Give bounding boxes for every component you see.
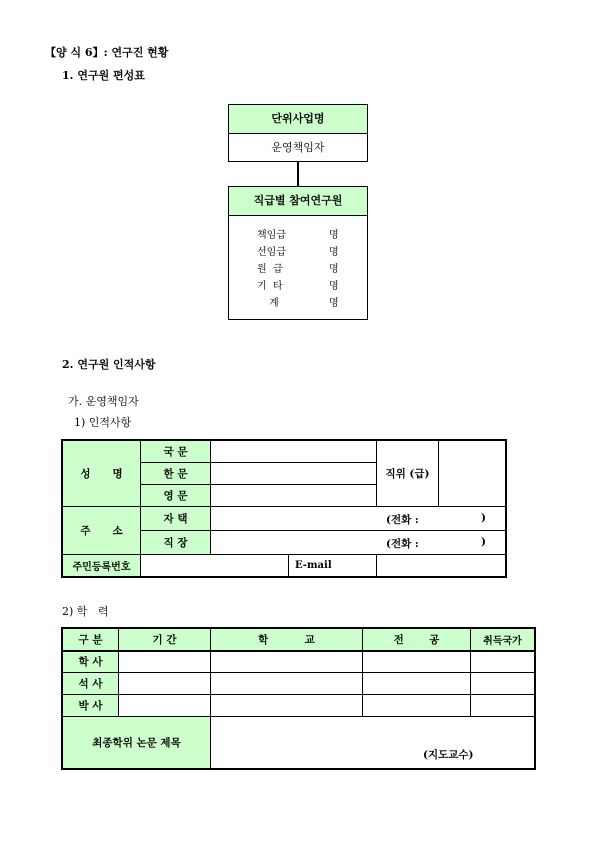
- rank-label: 선임급: [257, 247, 286, 258]
- name-kind-korean: 국 문: [141, 441, 211, 463]
- edu-row-bachelor: 학 사: [63, 651, 119, 673]
- rank-label: 계: [269, 298, 279, 309]
- advisor-label: (지도교수): [423, 749, 474, 761]
- edu-row-doctor: 박 사: [63, 695, 119, 717]
- work-address-field[interactable]: [211, 531, 506, 555]
- thesis-label: 최종학위 논문 제목: [63, 717, 211, 769]
- name-label: 성 명: [63, 441, 141, 507]
- id-number-label: 주민등록번호: [63, 555, 141, 577]
- staff-box: [228, 186, 368, 320]
- edu-cell[interactable]: [119, 651, 211, 673]
- section1-heading: 1. 연구원 편성표: [62, 69, 145, 82]
- sub-heading-a: 가. 운영책임자: [68, 395, 139, 408]
- home-phone-close: ): [481, 512, 486, 524]
- rank-unit: 명: [329, 230, 339, 241]
- edu-cell[interactable]: [119, 695, 211, 717]
- id-number-field[interactable]: [141, 555, 289, 577]
- name-kind-english: 영 문: [141, 485, 211, 507]
- edu-cell[interactable]: [471, 651, 535, 673]
- edu-cell[interactable]: [471, 673, 535, 695]
- rank-unit: 명: [329, 281, 339, 292]
- email-label: E-mail: [289, 555, 377, 577]
- edu-cell[interactable]: [211, 651, 363, 673]
- email-field[interactable]: [377, 555, 506, 577]
- edu-cell[interactable]: [119, 673, 211, 695]
- edu-header-country: 취득국가: [471, 629, 535, 651]
- home-phone-label: (전화 :: [386, 514, 419, 526]
- section2-heading: 2. 연구원 인적사항: [62, 358, 156, 371]
- edu-header-major: 전 공: [363, 629, 471, 651]
- position-label: 직위 (급): [377, 441, 439, 507]
- address-label: 주 소: [63, 507, 141, 555]
- name-hanja-field[interactable]: [211, 463, 377, 485]
- position-field[interactable]: [439, 441, 506, 507]
- unit-box-title: 단위사업명: [229, 105, 367, 134]
- edu-cell[interactable]: [211, 695, 363, 717]
- sub-heading-2: 2) 학 력: [62, 605, 109, 618]
- rank-unit: 명: [329, 298, 339, 309]
- name-kind-hanja: 한 문: [141, 463, 211, 485]
- edu-cell[interactable]: [363, 673, 471, 695]
- education-table: [62, 628, 535, 769]
- rank-unit: 명: [329, 264, 339, 275]
- unit-box-body: 운영책임자: [271, 141, 325, 154]
- name-korean-field[interactable]: [211, 441, 377, 463]
- name-english-field[interactable]: [211, 485, 377, 507]
- staff-box-title: 직급별 참여연구원: [229, 187, 367, 216]
- edu-header-period: 기 간: [119, 629, 211, 651]
- address-kind-work: 직 장: [141, 531, 211, 555]
- rank-label: 책임급: [257, 230, 286, 241]
- edu-row-master: 석 사: [63, 673, 119, 695]
- thesis-field[interactable]: [211, 717, 535, 769]
- edu-header-category: 구 분: [63, 629, 119, 651]
- unit-box: [228, 104, 368, 162]
- rank-unit: 명: [329, 247, 339, 258]
- address-kind-home: 자 택: [141, 507, 211, 531]
- sub-heading-1: 1) 인적사항: [74, 416, 132, 429]
- edu-cell[interactable]: [363, 695, 471, 717]
- work-phone-close: ): [481, 536, 486, 548]
- home-address-field[interactable]: [211, 507, 506, 531]
- edu-cell[interactable]: [471, 695, 535, 717]
- form-title: 【양 식 6】: 연구진 현황: [45, 46, 169, 59]
- connector-line: [297, 162, 299, 186]
- staff-box-body: [229, 216, 367, 319]
- edu-cell[interactable]: [211, 673, 363, 695]
- edu-cell[interactable]: [363, 651, 471, 673]
- personal-info-table: [62, 440, 506, 577]
- rank-label: 기 타: [257, 281, 283, 292]
- work-phone-label: (전화 :: [386, 538, 419, 550]
- rank-label: 원 급: [257, 264, 283, 275]
- edu-header-school: 학 교: [211, 629, 363, 651]
